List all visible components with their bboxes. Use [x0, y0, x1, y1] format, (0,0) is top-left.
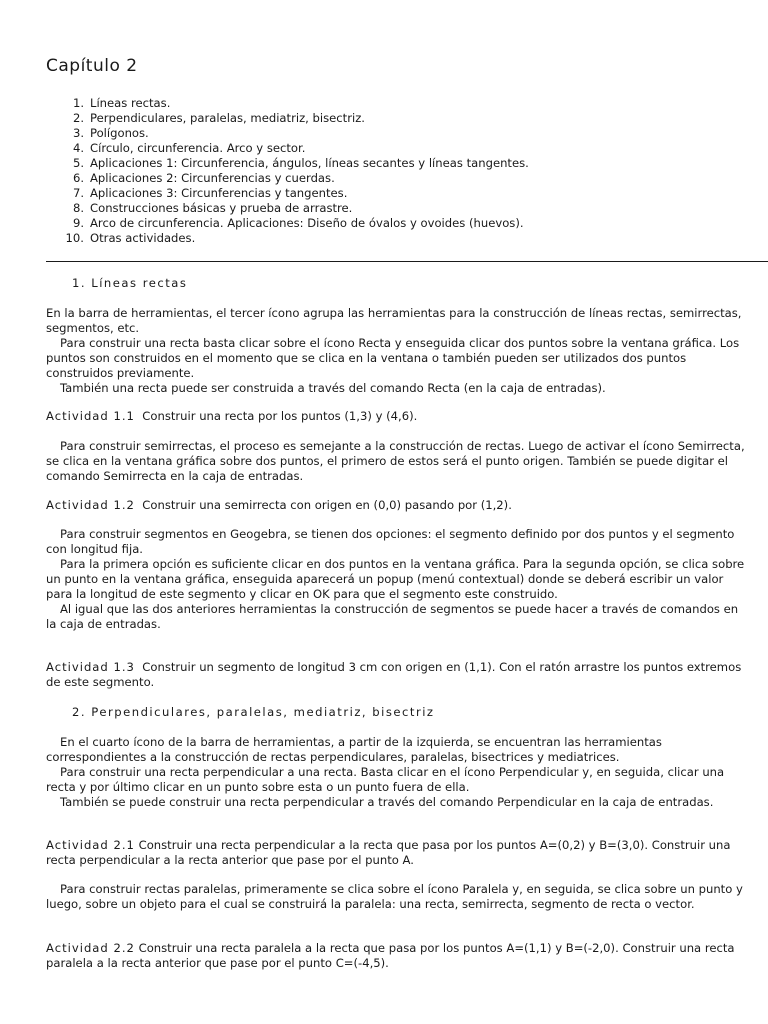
horizontal-divider — [46, 261, 768, 262]
activity-1-3: Actividad 1.3 Construir un segmento de longitud 3 cm con origen en (1,1). Con el ratón arrastre los puntos extremos de este segmento. — [46, 660, 742, 689]
section-1-title: 1. Líneas rectas — [72, 276, 188, 290]
activity-1-1: Actividad 1.1 Construir una recta por los puntos (1,3) y (4,6). — [46, 409, 418, 423]
toc-item: 3. Polígonos. — [72, 126, 149, 140]
section-2-paragraph: Para construir rectas paralelas, primeramente se clica sobre el ícono Paralela y, en seguida, se clica sobre un punto y luego, sobre un objeto para el cual se construirá la paralela: una recta, semirrecta, segmento de recta o vector. — [46, 882, 743, 911]
toc-item: 7. Aplicaciones 3: Circunferencias y tangentes. — [72, 186, 348, 200]
activity-2-1: Actividad 2.1 Construir una recta perpendicular a la recta que pasa por los puntos A=(0,2) y B=(3,0). Construir una recta perpendicular a la recta anterior que pase por el punto A. — [46, 838, 731, 867]
toc-item: 4. Círculo, circunferencia. Arco y sector. — [72, 141, 306, 155]
toc-item: 2. Perpendiculares, paralelas, mediatriz, bisectriz. — [72, 111, 365, 125]
toc-item: 5. Aplicaciones 1: Circunferencia, ángulos, líneas secantes y líneas tangentes. — [72, 156, 529, 170]
toc-item: 10. Otras actividades. — [65, 231, 196, 245]
toc-item: 9. Arco de circunferencia. Aplicaciones: Diseño de óvalos y ovoides (huevos). — [72, 216, 524, 230]
toc-item: 1. Líneas rectas. — [72, 96, 171, 110]
section-1-paragraph: Para construir semirrectas, el proceso es semejante a la construcción de rectas. Luego de activar el ícono Semirrecta, se clica en la ventana gráfica sobre dos puntos, el primero de estos será el punto origen. También se puede digitar el comando Semirrecta en la caja de entradas. — [46, 439, 745, 483]
section-2-paragraph: En el cuarto ícono de la barra de herramientas, a partir de la izquierda, se encuentran las herramientas correspondientes a la construcción de rectas perpendiculares, paralelas, bisectrices y mediatrices. Para construir una recta perpendicular a una recta. Basta clicar en el ícono Perpendicular y, en seguida, clicar una recta y por último clicar en un punto sobre esta o un punto fuera de ella. También se puede construir una recta perpendicular a través del comando Perpendicular en la caja de entradas. — [46, 735, 725, 809]
section-1-paragraph: En la barra de herramientas, el tercer ícono agrupa las herramientas para la construcción de líneas rectas, semirrectas, segmentos, etc. Para construir una recta basta clicar sobre el ícono Recta y enseguida clicar dos puntos sobre la ventana gráfica. Los puntos son construidos en el momento que se clica en la ventana o también pueden ser utilizados dos puntos construidos previamente. También una recta puede ser construida a través del comando Recta (en la caja de entradas). — [46, 306, 742, 395]
section-2-title: 2. Perpendiculares, paralelas, mediatriz, bisectriz — [72, 705, 435, 719]
activity-2-2: Actividad 2.2 Construir una recta paralela a la recta que pasa por los puntos A=(1,1) y B=(-2,0). Construir una recta paralela a la recta anterior que pase por el punto C=(-4,5). — [46, 941, 735, 970]
section-1-paragraph: Para construir segmentos en Geogebra, se tienen dos opciones: el segmento definido por dos puntos y el segmento con longitud fija. Para la primera opción es suficiente clicar en dos puntos en la ventana gráfica. Para la segunda opción, se clica sobre un punto en la ventana gráfica, enseguida aparecerá un popup (menú contextual) donde se deberá escribir un valor para la longitud de este segmento y clicar en OK para que el segmento este construido. Al igual que las dos anteriores herramientas la construcción de segmentos se puede hacer a través de comandos en la caja de entradas. — [46, 527, 745, 631]
activity-1-2: Actividad 1.2 Construir una semirrecta con origen en (0,0) pasando por (1,2). — [46, 498, 512, 512]
chapter-title: Capítulo 2 — [46, 56, 138, 76]
toc-item: 8. Construcciones básicas y prueba de arrastre. — [72, 201, 353, 215]
toc-item: 6. Aplicaciones 2: Circunferencias y cuerdas. — [72, 171, 335, 185]
table-of-contents — [46, 96, 529, 246]
